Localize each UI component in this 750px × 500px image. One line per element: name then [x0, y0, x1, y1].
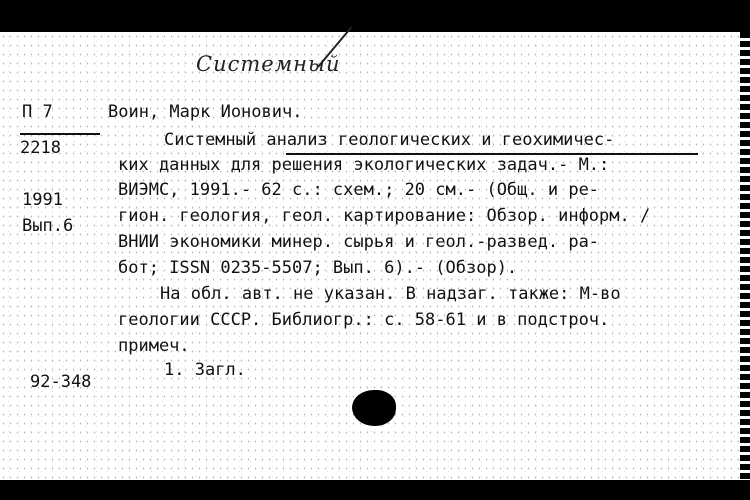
shelf-code: П 7	[22, 102, 53, 122]
accession-number: 92-348	[30, 372, 92, 392]
title-line: Системный анализ геологических и геохимичес-	[164, 130, 615, 150]
handwritten-note: Системный	[196, 52, 341, 76]
note-line: примеч.	[118, 336, 190, 356]
entry-line: ВНИИ экономики минер. сырья и геол.-развед. ра-	[118, 232, 600, 252]
author-line: Воин, Марк Ионович.	[108, 102, 303, 122]
tracing-line: 1. Загл.	[164, 360, 246, 380]
entry-line: гион. геология, геол. картирование: Обзор. информ. /	[118, 206, 651, 226]
entry-line: бот; ISSN 0235-5507; Вып. 6).- (Обзор).	[118, 258, 518, 278]
note-line: На обл. авт. не указан. В надзаг. также: М-во	[160, 284, 621, 304]
shelfmark-rule	[20, 133, 100, 135]
shelf-issue: Вып.6	[22, 216, 74, 236]
entry-line: ВИЭМС, 1991.- 62 с.: схем.; 20 см.- (Общ. и ре-	[118, 180, 600, 200]
punch-hole	[352, 390, 396, 426]
entry-line: ких данных для решения экологических задач.- М.:	[118, 155, 610, 175]
shelf-number: 2218	[20, 138, 61, 158]
card-edge	[740, 32, 750, 480]
shelf-year: 1991	[22, 190, 63, 210]
note-line: геологии СССР. Библиогр.: с. 58-61 и в подстроч.	[118, 310, 610, 330]
